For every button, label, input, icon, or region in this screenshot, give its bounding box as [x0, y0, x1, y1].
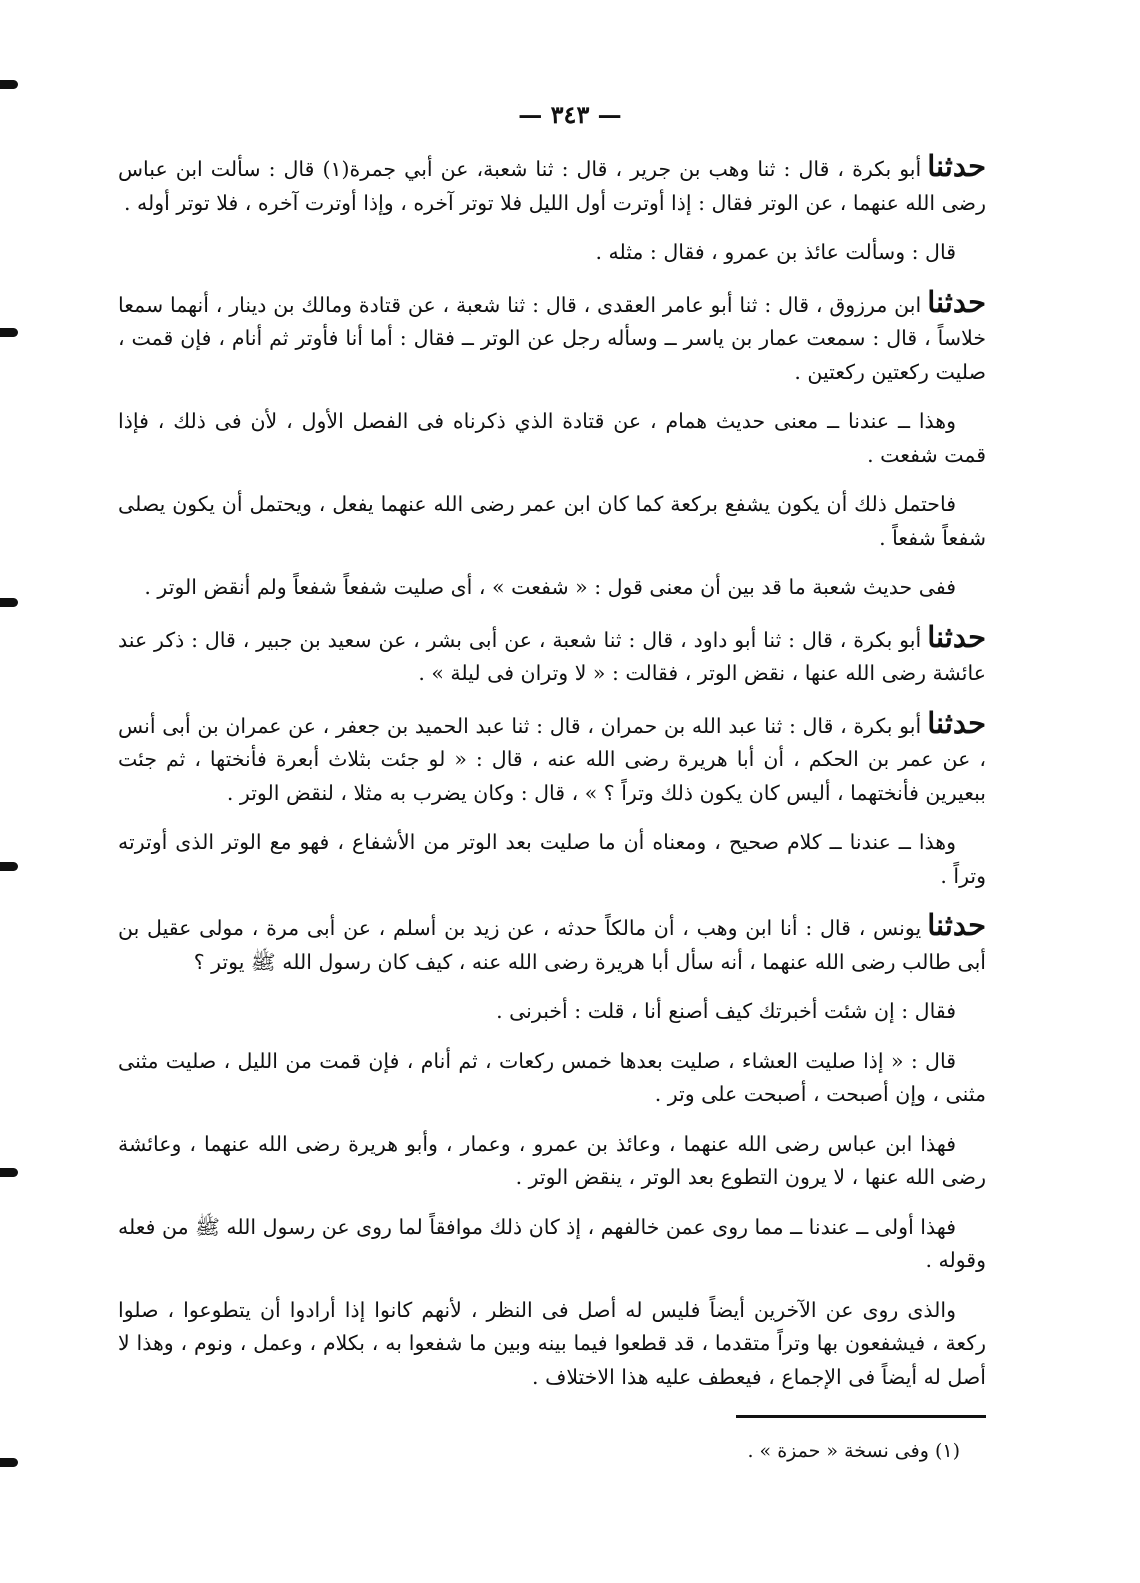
paragraph-text: والذى روى عن الآخرين أيضاً فليس له أصل فى النظر ، لأنهم كانوا إذا أرادوا أن يتطوعوا ، صلوا ركعة ، فيشفعون بها وتراً متقدما ، قد قطعوا فيما بينه وبين ما شفعوا به ، بكلام ، وعمل ، ونوم ، وهذا لا أصل له أيضاً فى الإجماع ، فيعطف عليه هذا الاختلاف .	[118, 1297, 986, 1389]
edge-mark	[0, 1458, 18, 1467]
paragraph	[118, 909, 986, 979]
paragraph	[118, 236, 986, 270]
paragraph-text: فاحتمل ذلك أن يكون يشفع بركعة كما كان ابن عمر رضى الله عنهما يفعل ، ويحتمل أن يكون يصلى شفعاً شفعاً .	[118, 492, 986, 550]
paragraph-text: أبو بكرة ، قال : ثنا وهب بن جرير ، قال : ثنا شعبة، عن أبي جمرة(١) قال : سألت ابن عباس رضى الله عنهما ، عن الوتر فقال : إذا أوترت أول الليل فلا توتر آخره ، وإذا أوترت آخره ، فلا توتر أوله .	[118, 157, 986, 215]
paragraph	[118, 571, 986, 605]
paragraph-text: فهذا أولى ــ عندنا ــ مما روى عمن خالفهم ، إذ كان ذلك موافقاً لما روى عن رسول الله ﷺ من فعله وقوله .	[118, 1214, 986, 1272]
paragraph	[118, 1294, 986, 1395]
edge-mark	[0, 862, 18, 871]
edge-mark	[0, 80, 18, 89]
binding-edge-marks	[0, 0, 24, 1583]
edge-mark	[0, 328, 18, 337]
paragraph	[118, 1128, 986, 1195]
haddathana-marker: حدثنا	[927, 284, 986, 319]
haddathana-marker: حدثنا	[927, 705, 986, 740]
body-text	[118, 150, 986, 1410]
haddathana-marker: حدثنا	[927, 908, 986, 942]
paragraph-text: فقال : إن شئت أخبرتك كيف أصنع أنا ، قلت : أخبرنى .	[496, 999, 956, 1023]
paragraph	[118, 1211, 986, 1278]
paragraph	[118, 150, 986, 220]
paragraph	[118, 621, 986, 691]
paragraph-text: قال : « إذا صليت العشاء ، صليت بعدها خمس ركعات ، ثم أنام ، فإن قمت من الليل ، صليت مثنى مثنى ، وإن أصبحت ، أصبحت على وتر .	[118, 1048, 986, 1106]
paragraph	[118, 995, 986, 1029]
footnote-separator	[736, 1415, 986, 1418]
paragraph-text: ابن مرزوق ، قال : ثنا أبو عامر العقدى ، قال : ثنا شعبة ، عن قتادة ومالك بن دينار ، أنهما سمعا خلاساً ، قال : سمعت عمار بن ياسر ــ وسأله رجل عن الوتر ــ فقال : أما أنا فأوتر ثم أنام ، فإن قمت ، صليت ركعتين ركعتين .	[118, 292, 986, 384]
paragraph-text: فهذا ابن عباس رضى الله عنهما ، وعائذ بن عمرو ، وعمار ، وأبو هريرة رضى الله عنهما ، وعائشة رضى الله عنها ، لا يرون التطوع بعد الوتر ، ينقض الوتر .	[118, 1131, 986, 1189]
paragraph-text: وهذا ــ عندنا ــ كلام صحيح ، ومعناه أن ما صليت بعد الوتر من الأشفاع ، فهو مع الوتر الذى أوترته وتراً .	[118, 830, 986, 888]
paragraph	[118, 405, 986, 472]
paragraph	[118, 488, 986, 555]
edge-mark	[0, 1168, 18, 1177]
haddathana-marker: حدثنا	[927, 619, 986, 654]
footnote: (١) وفى نسخة « حمزة » .	[747, 1440, 960, 1462]
paragraph	[118, 286, 986, 390]
paragraph-text: أبو بكرة ، قال : ثنا عبد الله بن حمران ، قال : ثنا عبد الحميد بن جعفر ، عن عمران بن أبى أنس ، عن عمر بن الحكم ، أن أبا هريرة رضى الله عنه ، قال : « لو جئت بثلاث أبعرة فأنختها ، ثم جئت ببعيرين فأنختهما ، أليس كان يكون ذلك وتراً ؟ » ، قال : وكان يضرب به مثلا ، لنقض الوتر .	[118, 713, 986, 805]
paragraph	[118, 1045, 986, 1112]
paragraph-text: وهذا ــ عندنا ــ معنى حديث همام ، عن قتادة الذي ذكرناه فى الفصل الأول ، لأن فى ذلك ، فإذا قمت شفعت .	[118, 409, 986, 467]
paragraph-text: قال : وسألت عائذ بن عمرو ، فقال : مثله .	[595, 240, 956, 264]
page-number: — ٣٤٣ —	[518, 100, 622, 129]
paragraph-text: ففى حديث شعبة ما قد بين أن معنى قول : « شفعت » ، أى صليت شفعاً شفعاً ولم أنقض الوتر .	[144, 575, 956, 599]
haddathana-marker: حدثنا	[927, 149, 986, 183]
paragraph	[118, 826, 986, 893]
paragraph-text: يونس ، قال : أنا ابن وهب ، أن مالكاً حدثه ، عن زيد بن أسلم ، عن أبى مرة ، مولى عقيل بن أبى طالب رضى الله عنهما ، أنه سأل أبا هريرة رضى الله عنه ، كيف كان رسول الله ﷺ يوتر ؟	[118, 916, 986, 974]
paragraph	[118, 707, 986, 811]
edge-mark	[0, 598, 18, 607]
paragraph-text: أبو بكرة ، قال : ثنا أبو داود ، قال : ثنا شعبة ، عن أبى بشر ، عن سعيد بن جبير ، قال : ذكر عند عائشة رضى الله عنها ، نقض الوتر ، فقالت : « لا وتران فى ليلة » .	[118, 627, 986, 685]
